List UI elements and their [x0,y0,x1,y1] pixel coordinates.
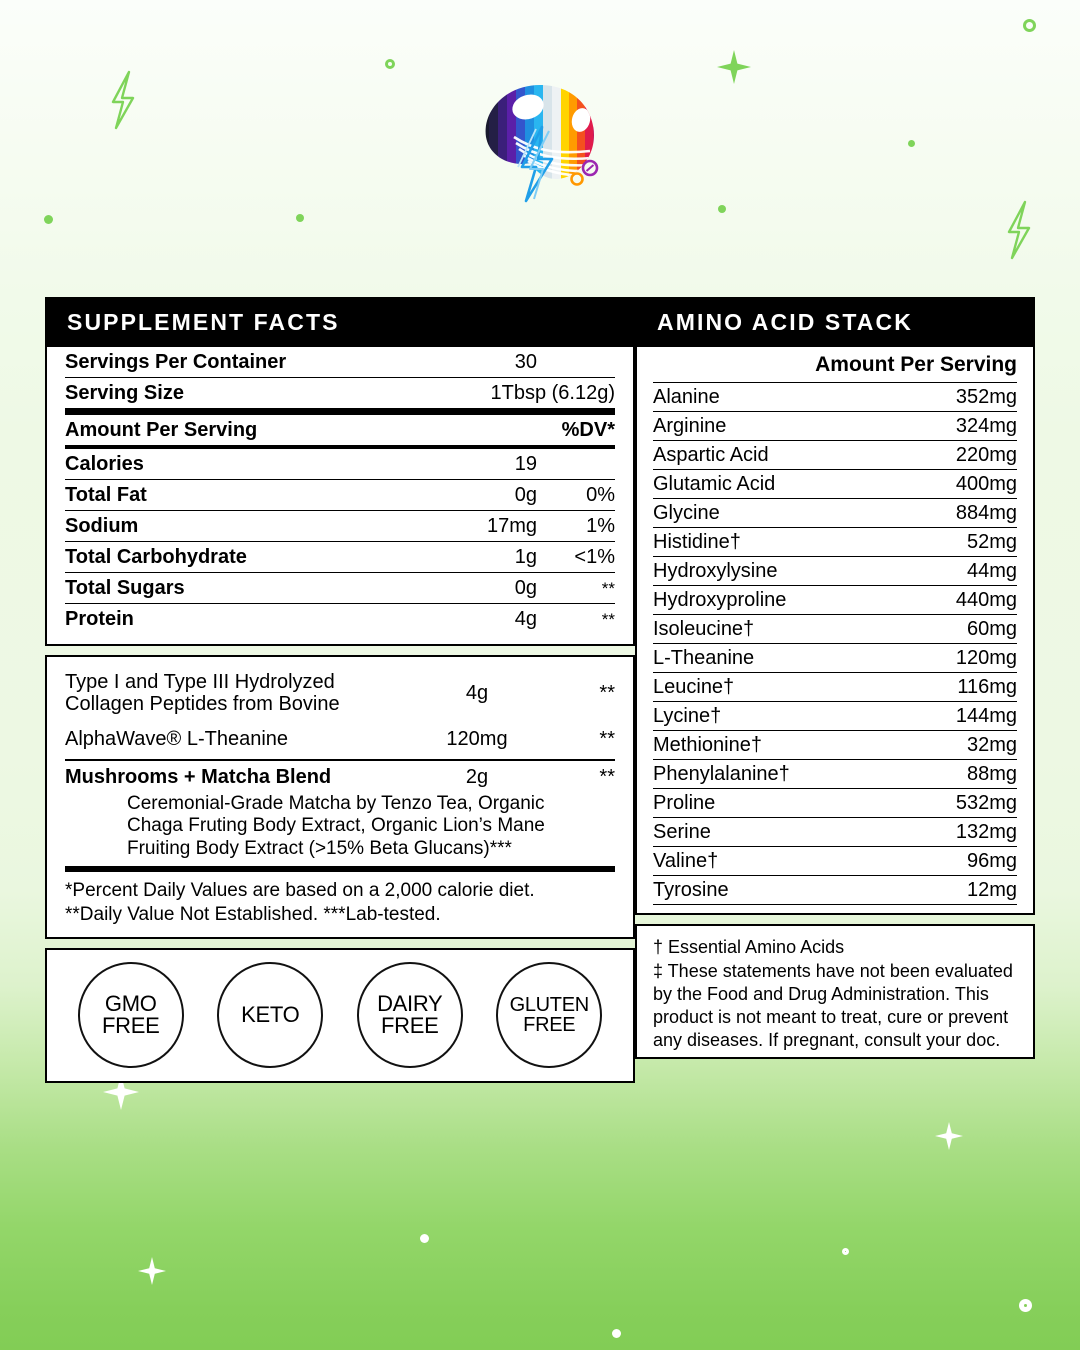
row-amount: 30 [514,351,537,373]
badge-line-1: KETO [241,1001,300,1027]
amino-amount: 120mg [955,647,1017,669]
row-label: Servings Per Container [65,351,287,373]
blend-sub-line-2: Chaga Fruting Body Extract, Organic Lion’s Mane [127,815,545,837]
divider-thick-top [65,408,615,415]
amino-name: Arginine [653,415,727,437]
table-row-protein [65,604,615,634]
badge-line-1: DAIRY [377,990,443,1016]
amino-amount: 60mg [966,618,1017,640]
ingredient-row-theanine [65,726,615,753]
footnote-line-1: *Percent Daily Values are based on a 2,000 calorie diet. [65,880,535,901]
amino-name: Leucine† [653,676,735,698]
amino-name: Hydroxylysine [653,560,778,582]
amino-amount: 96mg [966,850,1017,872]
row-label: Total Fat [65,484,147,506]
amino-amount: 324mg [955,415,1017,437]
dv-header-label: %DV* [561,419,615,441]
amino-name: Isoleucine† [653,618,755,640]
table-row-serving-size [65,378,615,408]
amino-name: Phenylalanine† [653,763,790,785]
disclaimer-line-2: ‡ These statements have not been evaluated [653,961,1013,982]
amino-acid-panel [635,297,1035,915]
amino-name: Valine† [653,850,719,872]
table-row-phenylalanine [653,760,1017,789]
row-dv: 0% [586,484,615,506]
row-amount: 17mg [486,515,537,537]
amino-name: Alanine [653,386,720,408]
badge-keto [217,962,323,1068]
amino-name: Glycine [653,502,720,524]
row-dv: 1% [586,515,615,537]
collagen-line-2: Collagen Peptides from Bovine [65,693,340,716]
amino-amount: 116mg [957,676,1017,698]
amino-name: Histidine† [653,531,741,553]
table-row-servings-per-container [65,347,615,378]
amino-name: Glutamic Acid [653,473,776,495]
amino-amount: 132mg [955,821,1017,843]
amino-amount: 44mg [966,560,1017,582]
table-row-methionine [653,731,1017,760]
amino-amount: 532mg [955,792,1017,814]
amino-amount: 12mg [966,879,1017,901]
ingredient-amount: 4g [465,681,489,704]
table-row-glycine [653,499,1017,528]
supplement-facts-column [45,297,635,1083]
row-amount: 1Tbsp (6.12g) [490,382,615,404]
ingredient-amount: 120mg [446,727,508,750]
blend-label: Mushrooms + Matcha Blend [65,766,332,789]
disclaimer-panel [635,924,1035,1059]
collagen-line-1: Type I and Type III Hydrolyzed [65,671,335,693]
amino-name: L-Theanine [653,647,755,669]
amino-amount: 88mg [966,763,1017,785]
amino-amount: 400mg [955,473,1017,495]
ingredient-label: AlphaWave® L-Theanine [65,728,289,751]
row-label: Protein [65,608,134,630]
table-row-total-sugars [65,573,615,604]
disclaimer-line-5: any diseases. If pregnant, consult your doc. [653,1030,1001,1051]
badge-gluten-free [496,962,602,1068]
blend-dv: ** [599,765,615,788]
badge-line-1: GLUTEN [509,993,589,1016]
certification-badges [47,950,633,1081]
table-row-total-carbohydrate [65,542,615,573]
amino-name: Methionine† [653,734,762,756]
ingredient-row-collagen [65,669,615,718]
amino-amount: 52mg [966,531,1017,553]
table-row-lycine [653,702,1017,731]
disclaimer-line-3: by the Food and Drug Administration. This [653,984,989,1005]
badge-gmo-free [78,962,184,1068]
ingredients-body [47,657,633,937]
ingredients-panel [45,655,635,939]
amino-amount: 440mg [955,589,1017,611]
amino-name: Tyrosine [653,879,729,901]
amino-amount: 144mg [955,705,1017,727]
blend-sub-line-1: Ceremonial-Grade Matcha by Tenzo Tea, Organic [127,792,545,814]
amino-acid-body [637,347,1033,913]
amino-amount: 352mg [955,386,1017,408]
table-row-l-theanine [653,644,1017,673]
table-row-serine [653,818,1017,847]
ingredient-dv: ** [599,681,615,704]
row-amount: 19 [514,453,537,475]
row-dv: ** [601,579,615,598]
table-row-isoleucine [653,615,1017,644]
disclaimer-line-4: product is not meant to treat, cure or prevent [653,1007,1009,1028]
badge-dairy-free [357,962,463,1068]
amino-amount: 32mg [966,734,1017,756]
table-row-amount-per-serving-header [65,415,615,445]
table-row-proline [653,789,1017,818]
table-row-valine [653,847,1017,876]
row-dv: <1% [574,546,615,568]
footnote-line-2: **Daily Value Not Established. ***Lab-tested. [65,903,441,925]
badge-line-2: FREE [381,1013,439,1038]
row-label: Calories [65,453,144,475]
row-dv: ** [601,610,615,629]
amount-per-serving-label: Amount Per Serving [65,419,258,441]
amino-amount-header: Amount Per Serving [653,347,1017,383]
blend-sub-ingredients [65,791,615,866]
amino-name: Lycine† [653,705,722,727]
table-row-sodium [65,511,615,542]
blend-sub-line-3: Fruiting Body Extract (>15% Beta Glucans)*** [127,837,512,859]
row-amount: 1g [514,546,537,568]
table-row-aspartic-acid [653,441,1017,470]
amino-acid-column [635,297,1035,1059]
row-label: Serving Size [65,382,184,404]
table-row-total-fat [65,480,615,511]
row-amount: 0g [514,577,537,599]
supplement-facts-body [47,347,633,644]
table-row-arginine [653,412,1017,441]
table-row-glutamic-acid [653,470,1017,499]
ingredient-dv: ** [599,727,615,750]
certification-badges-panel [45,948,635,1083]
blend-amount: 2g [465,765,489,788]
row-label: Sodium [65,515,139,537]
amino-name: Hydroxyproline [653,589,787,611]
amino-acid-title: AMINO ACID STACK [637,299,1033,347]
table-row-leucine [653,673,1017,702]
disclaimer-line-1: † Essential Amino Acids [653,937,845,957]
disclaimer-text [637,926,1033,1062]
badge-line-2: FREE [523,1014,576,1036]
amino-name: Aspartic Acid [653,444,769,466]
table-row-histidine [653,528,1017,557]
ingredient-label [65,671,417,716]
table-row-alanine [653,383,1017,412]
row-label: Total Carbohydrate [65,546,247,568]
badge-line-1: GMO [104,990,157,1016]
row-label: Total Sugars [65,577,185,599]
ingredient-row-blend [65,759,615,791]
table-row-hydroxyproline [653,586,1017,615]
table-row-calories [65,449,615,480]
amino-name: Serine [653,821,711,843]
table-row-hydroxylysine [653,557,1017,586]
amino-amount: 220mg [955,444,1017,466]
row-amount: 0g [514,484,537,506]
row-amount: 4g [514,608,537,630]
table-row-tyrosine [653,876,1017,905]
supplement-facts-title: SUPPLEMENT FACTS [47,299,633,347]
supplement-footnotes [65,866,615,927]
badge-line-2: FREE [102,1013,160,1038]
amino-name: Proline [653,792,716,814]
supplement-facts-panel [45,297,635,646]
amino-amount: 884mg [955,502,1017,524]
brand-logo [470,75,610,205]
